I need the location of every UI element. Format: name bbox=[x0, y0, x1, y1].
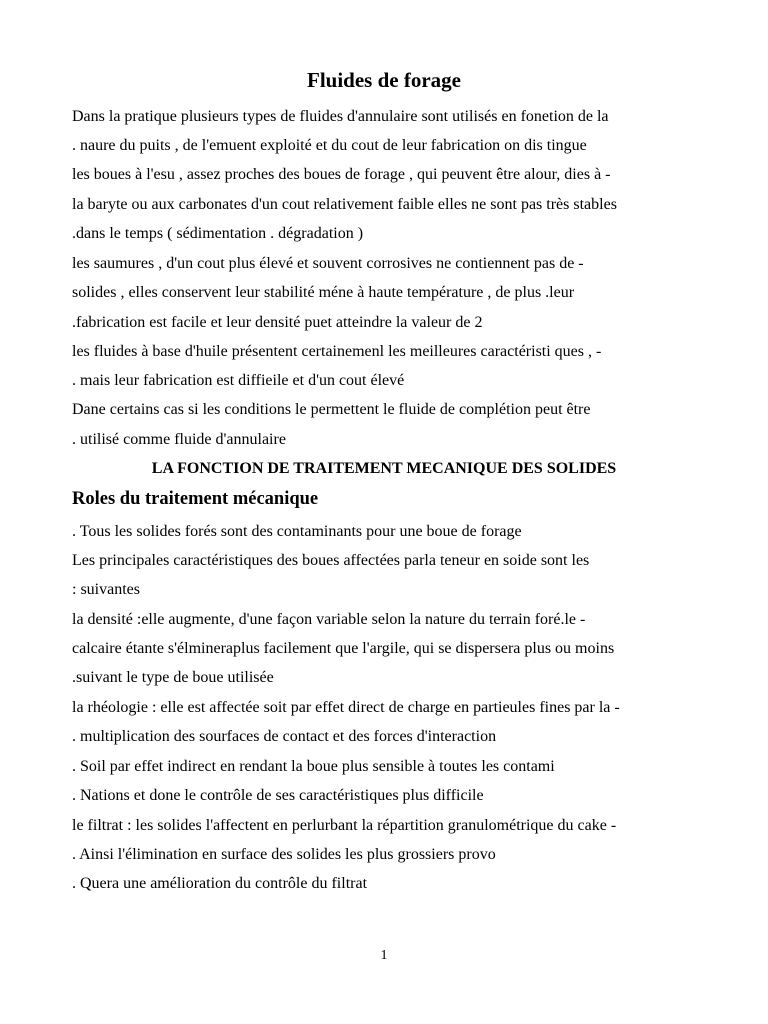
paragraph-line: les saumures , d'un cout plus élevé et souvent corrosives ne contiennent pas de - bbox=[72, 255, 584, 272]
paragraph-line: . Quera une amélioration du contrôle du filtrat bbox=[72, 875, 368, 892]
section-subheading: Roles du traitement mécanique bbox=[72, 489, 319, 509]
paragraph-line: . mais leur fabrication est diffieile et d'un cout élevé bbox=[72, 372, 405, 389]
paragraph-line: .fabrication est facile et leur densité puet atteindre la valeur de 2 bbox=[72, 314, 483, 331]
paragraph-line: la baryte ou aux carbonates d'un cout relativement faible elles ne sont pas très stables bbox=[72, 196, 617, 213]
paragraph-line: solides , elles conservent leur stabilité méne à haute température , de plus .leur bbox=[72, 284, 575, 301]
paragraph-line: . Nations et done le contrôle de ses caractéristiques plus difficile bbox=[72, 787, 484, 804]
paragraph-line: . Tous les solides forés sont des contaminants pour une boue de forage bbox=[72, 523, 522, 540]
paragraph-line: . Soil par effet indirect en rendant la boue plus sensible à toutes les contami bbox=[72, 758, 555, 775]
document-title: Fluides de forage bbox=[307, 68, 461, 92]
paragraph-line: Dane certains cas si les conditions le permettent le fluide de complétion peut être bbox=[72, 401, 591, 418]
paragraph-line: . utilisé comme fluide d'annulaire bbox=[72, 431, 286, 448]
paragraph-line: . naure du puits , de l'emuent exploité et du cout de leur fabrication on dis tingue bbox=[72, 137, 587, 154]
paragraph-line: calcaire étante s'élmineraplus facilement que l'argile, qui se dispersera plus ou moins bbox=[72, 640, 615, 657]
paragraph-line: .suivant le type de boue utilisée bbox=[72, 669, 274, 686]
section-heading: LA FONCTION DE TRAITEMENT MECANIQUE DES SOLIDES bbox=[151, 460, 617, 477]
paragraph-line: la rhéologie : elle est affectée soit par effet direct de charge en partieules fines par la - bbox=[72, 699, 620, 716]
paragraph-line: .dans le temps ( sédimentation . dégradation ) bbox=[72, 225, 364, 242]
paragraph-line: les boues à l'esu , assez proches des boues de forage , qui peuvent être alour, dies à - bbox=[72, 166, 611, 183]
paragraph-line: le filtrat : les solides l'affectent en perlurbant la répartition granulométrique du cake - bbox=[72, 817, 617, 834]
paragraph-line: : suivantes bbox=[72, 581, 140, 598]
page-number: 1 bbox=[380, 948, 388, 963]
paragraph-line: les fluides à base d'huile présentent certainemenl les meilleures caractéristi ques , - bbox=[72, 343, 602, 360]
paragraph-line: Les principales caractéristiques des boues affectées parla teneur en soide sont les bbox=[72, 552, 590, 569]
paragraph-line: . Ainsi l'élimination en surface des solides les plus grossiers provo bbox=[72, 846, 496, 863]
paragraph-line: la densité :elle augmente, d'une façon variable selon la nature du terrain foré.le - bbox=[72, 611, 586, 628]
paragraph-line: . multiplication des sourfaces de contact et des forces d'interaction bbox=[72, 728, 497, 745]
paragraph-line: Dans la pratique plusieurs types de fluides d'annulaire sont utilisés en fonetion de la bbox=[72, 108, 609, 125]
